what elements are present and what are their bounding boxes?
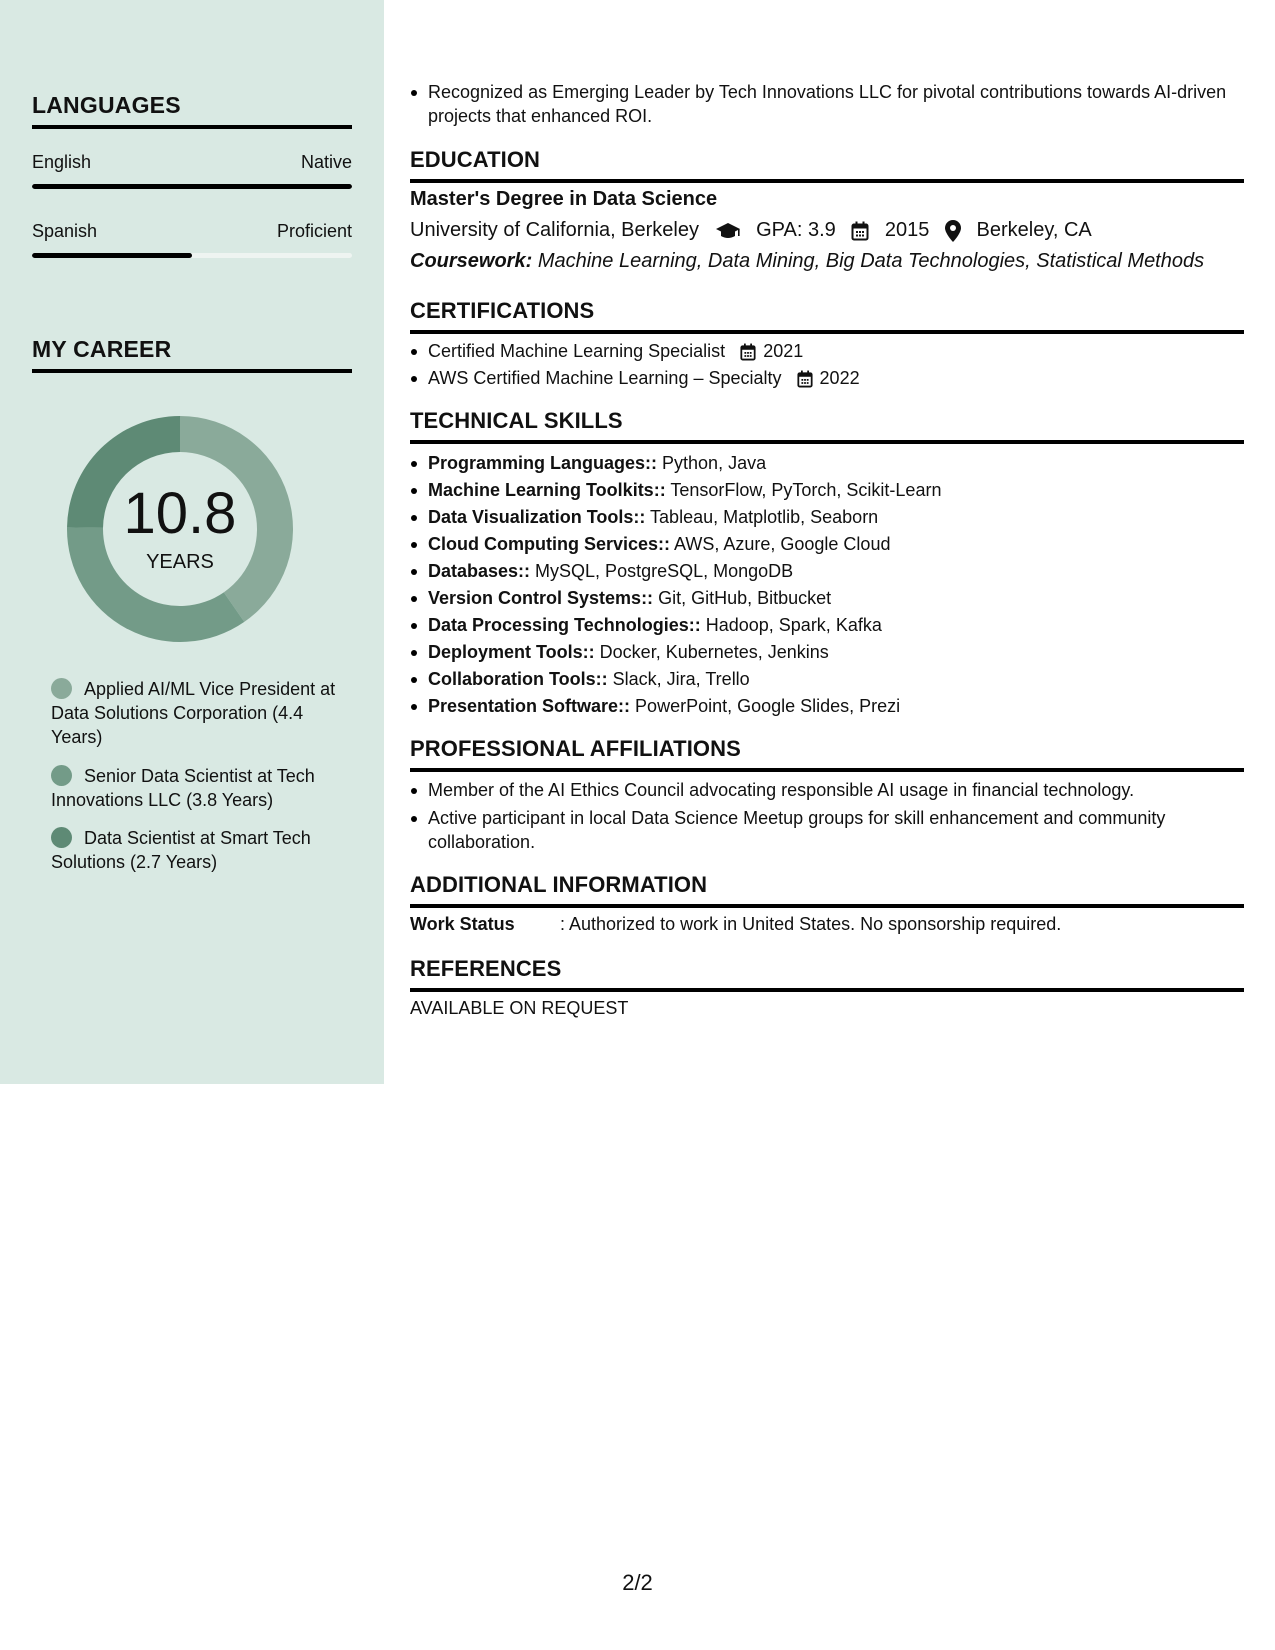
- graduation-cap-icon: [715, 221, 741, 241]
- page-number: 2/2: [622, 1570, 653, 1595]
- legend-dot: [51, 827, 72, 848]
- skill-label: Presentation Software::: [428, 696, 631, 716]
- skill-value: Python, Java: [657, 453, 767, 473]
- career-role-label: Applied AI/ML Vice President at Data Solutions Corporation (4.4 Years): [51, 679, 336, 747]
- legend-dot: [51, 678, 72, 699]
- certification-name: Certified Machine Learning Specialist: [428, 341, 726, 361]
- language-level: Native: [300, 152, 352, 172]
- skill-label: Version Control Systems::: [428, 588, 654, 608]
- language-bar-fill: [32, 253, 192, 258]
- skill-label: Data Visualization Tools::: [428, 507, 646, 527]
- education-heading: EDUCATION: [410, 147, 1244, 183]
- education-school: University of California, Berkeley: [410, 219, 699, 241]
- skill-label: Programming Languages::: [428, 453, 658, 473]
- affiliations-list: [410, 778, 1244, 854]
- language-row-english: [32, 152, 352, 173]
- list-item: [410, 505, 1244, 529]
- calendar-icon: [740, 343, 756, 361]
- work-status-value: : Authorized to work in United States. No sponsorship required.: [560, 914, 1062, 934]
- calendar-icon: [851, 221, 869, 241]
- sidebar: [0, 0, 384, 1084]
- career-legend-item: [51, 677, 341, 749]
- skill-label: Data Processing Technologies::: [428, 615, 701, 635]
- skill-value: Slack, Jira, Trello: [607, 669, 750, 689]
- language-name: English: [32, 152, 92, 172]
- list-item: [410, 451, 1244, 475]
- skill-label: Cloud Computing Services::: [428, 534, 671, 554]
- list-item: [410, 613, 1244, 637]
- work-status-label: Work Status: [410, 914, 515, 934]
- language-bar-fill: [32, 184, 352, 189]
- education-gpa: GPA: 3.9: [756, 219, 836, 241]
- education-location: Berkeley, CA: [976, 219, 1092, 241]
- career-role-label: Senior Data Scientist at Tech Innovations LLC (3.8 Years): [51, 766, 315, 810]
- language-bar-spanish: [32, 253, 352, 258]
- list-item: [410, 694, 1244, 718]
- list-item: [410, 640, 1244, 664]
- career-total-years: 10.8: [123, 481, 237, 546]
- certifications-heading: CERTIFICATIONS: [410, 298, 1244, 334]
- language-bar-english: [32, 184, 352, 189]
- references-text: AVAILABLE ON REQUEST: [410, 998, 629, 1018]
- education-coursework: [410, 250, 1204, 273]
- legend-dot: [51, 765, 72, 786]
- certification-year: 2022: [819, 368, 860, 388]
- coursework-value: Machine Learning, Data Mining, Big Data Technologies, Statistical Methods: [537, 250, 1205, 272]
- career-legend-item: [51, 826, 341, 874]
- location-pin-icon: [945, 220, 961, 242]
- list-item: [410, 366, 1244, 390]
- career-heading: MY CAREER: [32, 336, 352, 373]
- languages-heading: LANGUAGES: [32, 92, 352, 129]
- affiliations-heading: PROFESSIONAL AFFILIATIONS: [410, 736, 1244, 772]
- skill-value: Docker, Kubernetes, Jenkins: [594, 642, 829, 662]
- list-item: Active participant in local Data Science Meetup groups for skill enhancement and community collaboration.: [410, 806, 1244, 854]
- list-item: Recognized as Emerging Leader by Tech Innovations LLC for pivotal contributions towards AI-driven projects that enhanced ROI.: [410, 80, 1244, 128]
- education-degree: Master's Degree in Data Science: [410, 188, 718, 210]
- skill-value: Git, GitHub, Bitbucket: [653, 588, 832, 608]
- career-years-unit: YEARS: [146, 551, 214, 573]
- skill-label: Collaboration Tools::: [428, 669, 608, 689]
- calendar-icon: [797, 370, 813, 388]
- skill-label: Deployment Tools::: [428, 642, 595, 662]
- language-row-spanish: [32, 221, 352, 242]
- technical-skills-list: [410, 451, 1244, 721]
- additional-info-heading: ADDITIONAL INFORMATION: [410, 872, 1244, 908]
- skill-label: Machine Learning Toolkits::: [428, 480, 666, 500]
- list-item: Member of the AI Ethics Council advocating responsible AI usage in financial technology.: [410, 778, 1244, 802]
- career-role-label: Data Scientist at Smart Tech Solutions (2.7 Years): [51, 828, 311, 872]
- list-item: [410, 339, 1244, 363]
- list-item: [410, 559, 1244, 583]
- references-heading: REFERENCES: [410, 956, 1244, 992]
- technical-skills-heading: TECHNICAL SKILLS: [410, 408, 1244, 444]
- skill-value: PowerPoint, Google Slides, Prezi: [630, 696, 901, 716]
- education-details: [410, 219, 1102, 242]
- certification-name: AWS Certified Machine Learning – Specialty: [428, 368, 782, 388]
- experience-achievement-list: [410, 80, 1244, 128]
- skill-label: Databases::: [428, 561, 531, 581]
- education-year: 2015: [884, 219, 930, 241]
- certifications-list: [410, 339, 1244, 390]
- skill-value: Tableau, Matplotlib, Seaborn: [645, 507, 879, 527]
- skill-value: TensorFlow, PyTorch, Scikit-Learn: [665, 480, 942, 500]
- career-legend-item: [51, 764, 341, 812]
- language-level: Proficient: [276, 221, 352, 241]
- list-item: [410, 586, 1244, 610]
- list-item: [410, 667, 1244, 691]
- coursework-label: Coursework:: [410, 250, 533, 272]
- list-item: [410, 478, 1244, 502]
- language-name: Spanish: [32, 221, 98, 241]
- work-status-row: [410, 914, 1061, 935]
- skill-value: MySQL, PostgreSQL, MongoDB: [530, 561, 794, 581]
- list-item: [410, 532, 1244, 556]
- certification-year: 2021: [763, 341, 804, 361]
- skill-value: Hadoop, Spark, Kafka: [700, 615, 882, 635]
- skill-value: AWS, Azure, Google Cloud: [670, 534, 891, 554]
